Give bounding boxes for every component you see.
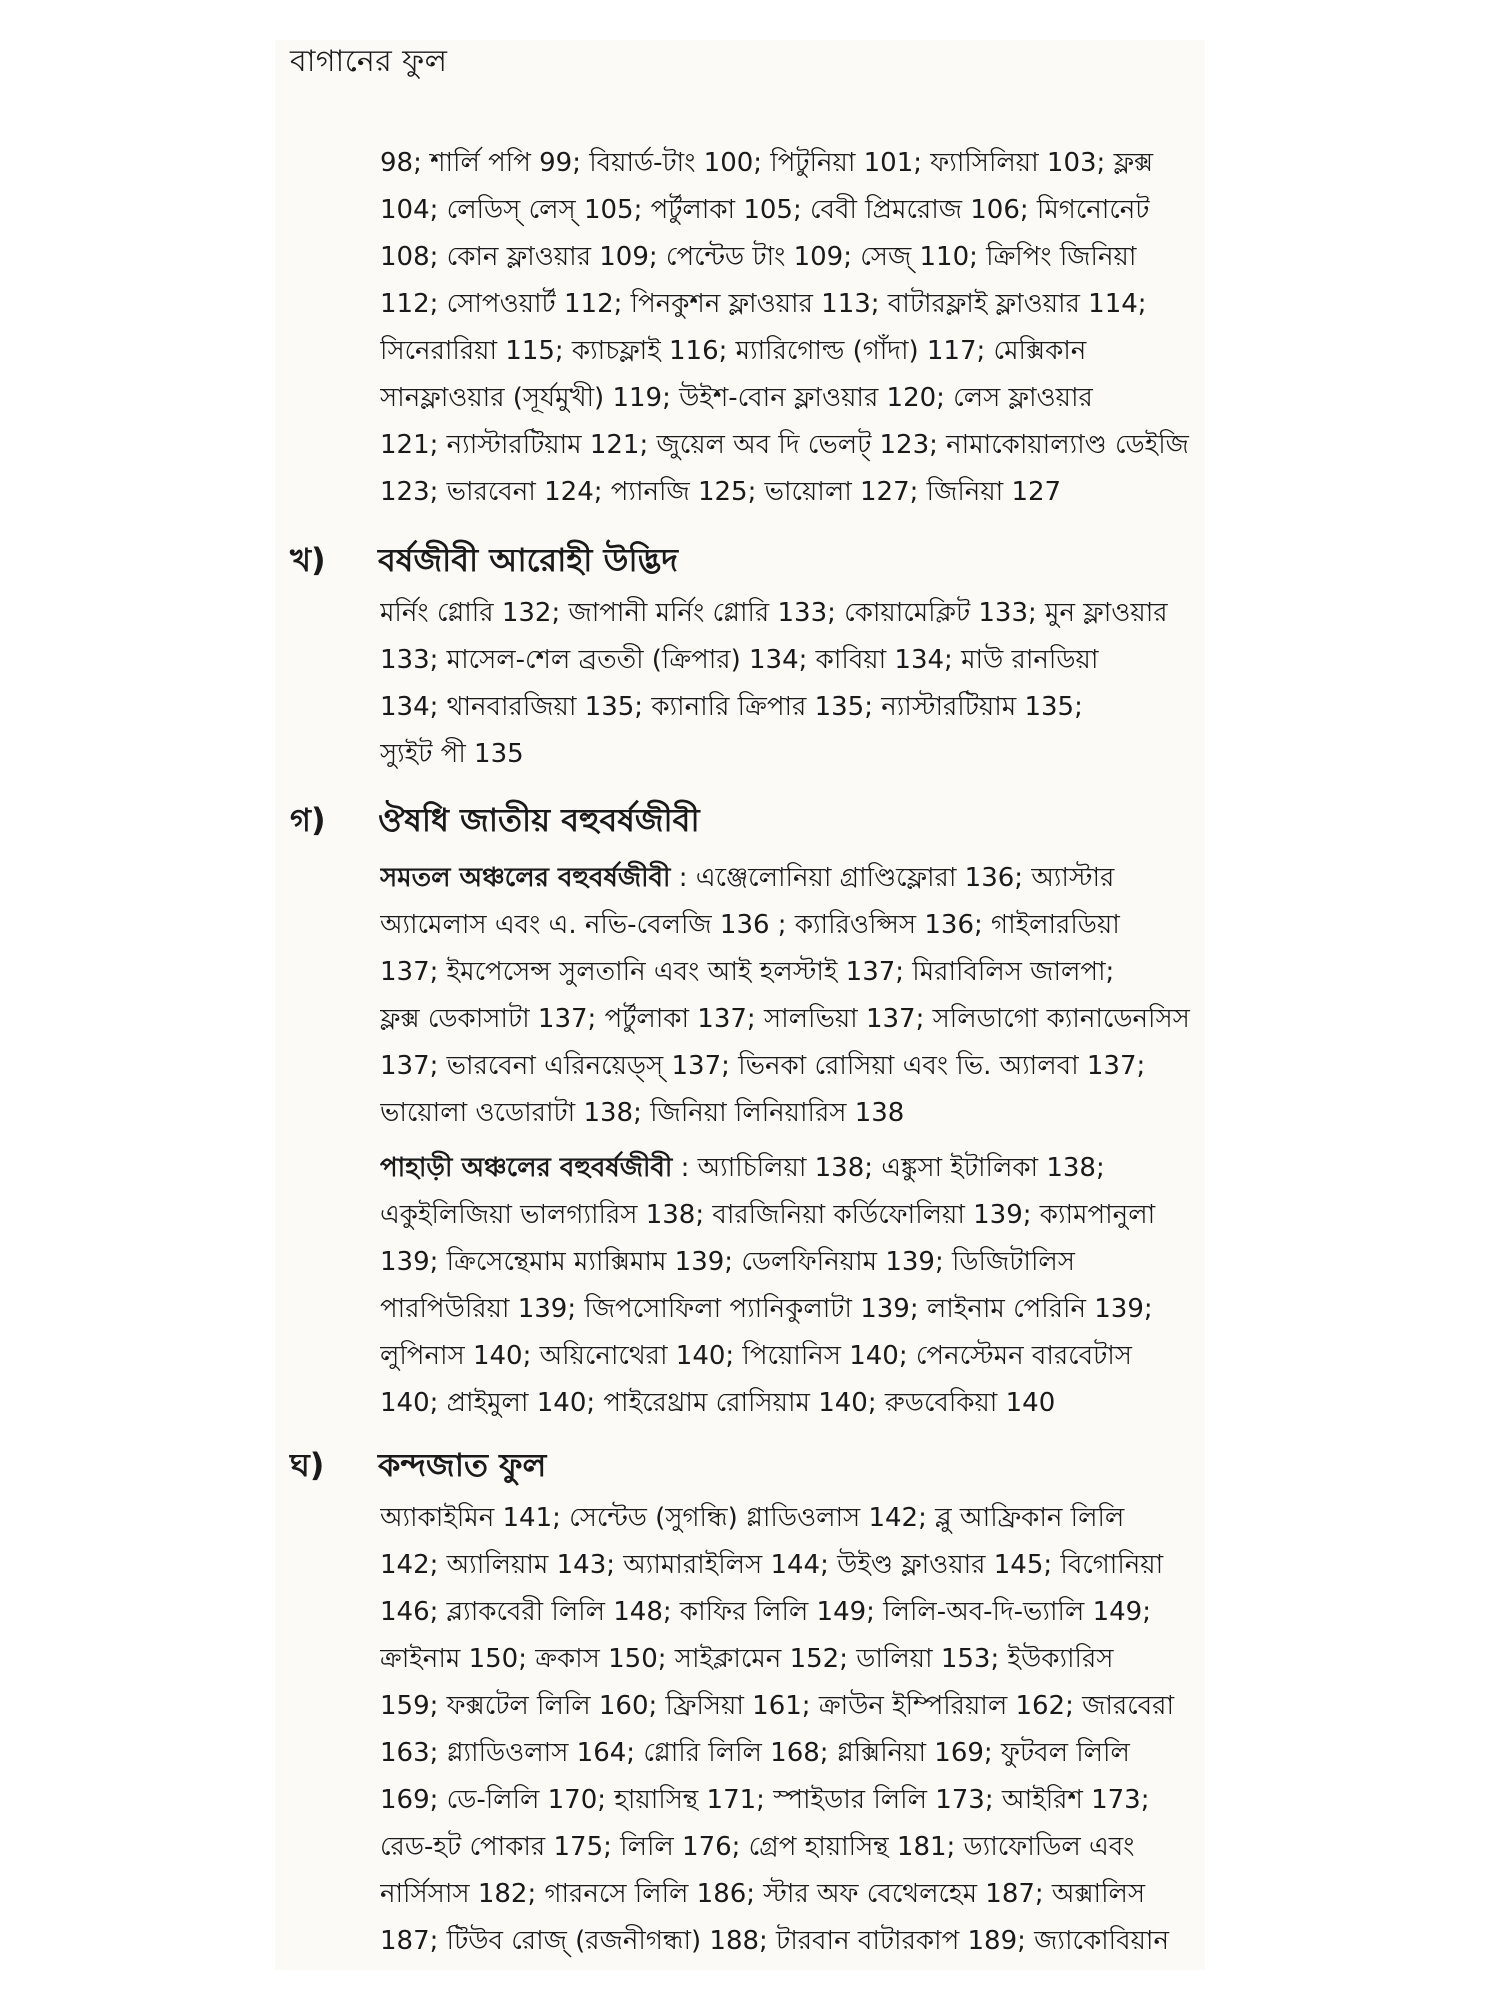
text-line: ফ্লক্স ডেকাসাটা 137; পর্টুলাকা 137; সালভিয়া 137; সলিডাগো ক্যানাডেনসিস	[380, 1004, 1190, 1034]
section-title: ঔষধি জাতীয় বহুবর্ষজীবী	[378, 801, 700, 839]
text-line: 121; ন্যাস্টারটিয়াম 121; জুয়েল অব দি ভেলট্ 123; নামাকোয়াল্যাণ্ড ডেইজি	[380, 430, 1189, 460]
section-title: কন্দজাত ফুল	[378, 1446, 547, 1484]
text-line: একুইলিজিয়া ভালগ্যারিস 138; বারজিনিয়া কর্ডিফোলিয়া 139; ক্যামপানুলা	[380, 1200, 1156, 1230]
section-marker: ঘ)	[290, 1446, 325, 1484]
section-body-gha	[380, 1495, 1195, 1965]
section-title: বর্ষজীবী আরোহী উদ্ভিদ	[378, 541, 678, 579]
text-line: 123; ভারবেনা 124; প্যানজি 125; ভায়োলা 127; জিনিয়া 127	[380, 477, 1062, 507]
section-body-ga-hills	[380, 1145, 1195, 1427]
intro-block	[380, 140, 1195, 516]
text-run: : এঞ্জেলোনিয়া গ্রাণ্ডিফ্লোরা 136; অ্যাস্টার	[670, 863, 1115, 893]
text-line: পারপিউরিয়া 139; জিপসোফিলা প্যানিকুলাটা 139; লাইনাম পেরিনি 139;	[380, 1294, 1153, 1324]
text-run: : অ্যাচিলিয়া 138; এঙ্কুসা ইটালিকা 138;	[672, 1153, 1105, 1183]
text-line: 159; ফক্সটেল লিলি 160; ফ্রিসিয়া 161; ক্রাউন ইম্পিরিয়াল 162; জারবেরা	[380, 1691, 1174, 1721]
section-heading-kha	[290, 535, 1190, 585]
text-line: নার্সিসাস 182; গারনসে লিলি 186; স্টার অফ বেথেলহেম 187; অক্সালিস	[380, 1879, 1146, 1909]
sub-heading: সমতল অঞ্চলের বহুবর্ষজীবী	[380, 863, 671, 893]
text-line	[380, 1145, 1195, 1192]
text-line: সিনেরারিয়া 115; ক্যাচফ্লাই 116; ম্যারিগোল্ড (গাঁদা) 117; মেক্সিকান	[380, 336, 1087, 366]
sub-heading: পাহাড়ী অঞ্চলের বহুবর্ষজীবী	[380, 1153, 673, 1183]
text-line: 137; ইমপেসেন্স সুলতানি এবং আই হলস্টাই 137; মিরাবিলিস জালপা;	[380, 957, 1115, 987]
running-head: বাগানের ফুল	[290, 44, 448, 79]
text-line	[380, 855, 1195, 902]
text-line: স্যুইট পী 135	[380, 739, 524, 769]
text-line: 146; ব্ল্যাকবেরী লিলি 148; কাফির লিলি 149; লিলি-অব-দি-ভ্যালি 149;	[380, 1597, 1151, 1627]
section-heading-ga	[290, 795, 1190, 845]
section-body-ga-plains	[380, 855, 1195, 1137]
section-marker: গ)	[290, 801, 326, 839]
text-line: 134; থানবারজিয়া 135; ক্যানারি ক্রিপার 135; ন্যাস্টারটিয়াম 135;	[380, 692, 1083, 722]
text-line: অ্যাকাইমিন 141; সেন্টেড (সুগন্ধি) গ্লাডিওলাস 142; ব্লু আফ্রিকান লিলি	[380, 1503, 1125, 1533]
text-line: 137; ভারবেনা এরিনয়েড্স্ 137; ভিনকা রোসিয়া এবং ভি. অ্যালবা 137;	[380, 1051, 1146, 1081]
text-line: 139; ক্রিসেন্থেমাম ম্যাক্সিমাম 139; ডেলফিনিয়াম 139; ডিজিটালিস	[380, 1247, 1075, 1277]
text-line: সানফ্লাওয়ার (সূর্যমুখী) 119; উইশ-বোন ফ্লাওয়ার 120; লেস ফ্লাওয়ার	[380, 383, 1093, 413]
text-line: 112; সোপওয়ার্ট 112; পিনকুশন ফ্লাওয়ার 113; বাটারফ্লাই ফ্লাওয়ার 114;	[380, 289, 1147, 319]
text-line: 108; কোন ফ্লাওয়ার 109; পেন্টেড টাং 109; সেজ্ 110; ক্রিপিং জিনিয়া	[380, 242, 1137, 272]
text-line: ভায়োলা ওডোরাটা 138; জিনিয়া লিনিয়ারিস 138	[380, 1098, 905, 1128]
text-line: 187; টিউব রোজ্ (রজনীগন্ধা) 188; টারবান বাটারকাপ 189; জ্যাকোবিয়ান	[380, 1926, 1169, 1956]
section-heading-gha	[290, 1440, 1190, 1490]
text-line: ক্রাইনাম 150; ক্রকাস 150; সাইক্লামেন 152; ডালিয়া 153; ইউক্যারিস	[380, 1644, 1114, 1674]
text-line: 169; ডে-লিলি 170; হায়াসিন্থ 171; স্পাইডার লিলি 173; আইরিশ 173;	[380, 1785, 1150, 1815]
section-marker: খ)	[290, 541, 326, 579]
text-line: রেড-হট পোকার 175; লিলি 176; গ্রেপ হায়াসিন্থ 181; ড্যাফোডিল এবং	[380, 1832, 1135, 1862]
text-line: লুপিনাস 140; অয়িনোথেরা 140; পিয়োনিস 140; পেনস্টেমন বারবেটাস	[380, 1341, 1132, 1371]
text-line: 133; মাসেল-শেল ব্রততী (ক্রিপার) 134; কাবিয়া 134; মাউ রানডিয়া	[380, 645, 1099, 675]
text-line: 140; প্রাইমুলা 140; পাইরেথ্রাম রোসিয়াম 140; রুডবেকিয়া 140	[380, 1388, 1056, 1418]
text-line: 104; লেডিস্ লেস্ 105; পর্টুলাকা 105; বেবী প্রিমরোজ 106; মিগনোনেট	[380, 195, 1150, 225]
text-line: 98; শার্লি পপি 99; বিয়ার্ড-টাং 100; পিটুনিয়া 101; ফ্যাসিলিয়া 103; ফ্লক্স	[380, 148, 1154, 178]
text-line: 142; অ্যালিয়াম 143; অ্যামারাইলিস 144; উইণ্ড ফ্লাওয়ার 145; বিগোনিয়া	[380, 1550, 1164, 1580]
text-line: মর্নিং গ্লোরি 132; জাপানী মর্নিং গ্লোরি 133; কোয়ামেক্লিট 133; মুন ফ্লাওয়ার	[380, 598, 1168, 628]
text-line: 163; গ্ল্যাডিওলাস 164; গ্লোরি লিলি 168; গ্লক্সিনিয়া 169; ফুটবল লিলি	[380, 1738, 1130, 1768]
section-body-kha	[380, 590, 1195, 778]
text-line: অ্যামেলাস এবং এ. নভি-বেলজি 136 ; ক্যারিওপ্সিস 136; গাইলারডিয়া	[380, 910, 1120, 940]
